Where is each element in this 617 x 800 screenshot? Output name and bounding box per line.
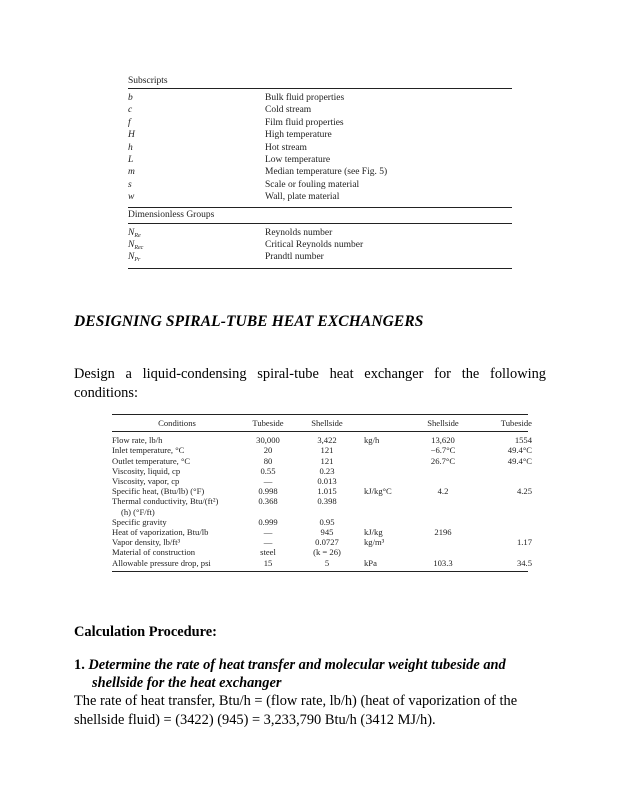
subscript-symbol: w xyxy=(128,192,135,203)
tubeside-value: 0.368 xyxy=(258,496,278,507)
group-symbol: $N_{Re}$ xyxy=(128,227,141,239)
table-bottom-rule xyxy=(112,571,528,572)
shellside-si-value xyxy=(410,537,476,547)
tubeside-value: 0.998 xyxy=(258,486,278,497)
tubeside-si-value xyxy=(476,547,532,557)
unit xyxy=(360,507,410,517)
tubeside-si-value: 1554 xyxy=(514,435,532,446)
header-tubeside: Tubeside xyxy=(252,418,284,428)
subscript-description: High temperature xyxy=(265,130,332,141)
condition-name: Thermal conductivity, Btu/(ft²) xyxy=(112,496,219,507)
header-units xyxy=(360,415,410,431)
subscript-row xyxy=(128,117,512,129)
subscript-description: Cold stream xyxy=(265,105,312,116)
tubeside-si-value: 1.17 xyxy=(516,537,532,548)
tubeside-value: steel xyxy=(260,547,276,558)
subscript-row xyxy=(128,166,512,178)
unit: kJ/kg°C xyxy=(364,486,392,497)
tubeside-value: 15 xyxy=(263,557,273,568)
tubeside-value: 0.55 xyxy=(260,465,276,476)
condition-name: Material of construction xyxy=(112,547,196,558)
header-shellside: Shellside xyxy=(311,418,343,428)
dimensionless-groups-list xyxy=(128,224,512,264)
dimensionless-groups-heading: Dimensionless Groups xyxy=(128,209,215,220)
condition-name: Vapor density, lb/ft³ xyxy=(112,537,181,548)
group-symbol: $N_{Rec}$ xyxy=(128,239,144,251)
table-row xyxy=(112,432,532,445)
shellside-value: 0.398 xyxy=(317,496,337,507)
unit: kPa xyxy=(364,557,377,568)
subscripts-heading: Subscripts xyxy=(128,76,168,86)
step-title-line-1: Determine the rate of heat transfer and molecular weight tubeside and xyxy=(88,657,506,673)
subscript-symbol: b xyxy=(128,93,133,103)
subscript-description: Scale or fouling material xyxy=(265,179,360,190)
subscript-description: Film fluid properties xyxy=(265,117,344,128)
header-conditions: Conditions xyxy=(158,418,196,428)
tubeside-si-value xyxy=(476,466,532,476)
unit: kJ/kg xyxy=(364,527,383,538)
condition-name: (h) (°F/ft) xyxy=(121,506,155,517)
subscript-symbol: H xyxy=(128,130,135,141)
shellside-value xyxy=(294,507,360,517)
calculation-heading: Calculation Procedure: xyxy=(74,624,217,640)
subscript-description: Low temperature xyxy=(265,154,331,165)
shellside-si-value: −6.7°C xyxy=(430,445,456,456)
table-row xyxy=(112,558,532,571)
group-description: Reynolds number xyxy=(265,227,333,238)
condition-name: Inlet temperature, °C xyxy=(112,445,185,456)
header-shellside-si: Shellside xyxy=(427,418,459,428)
shellside-si-value: 26.7°C xyxy=(430,455,456,466)
unit: kg/h xyxy=(364,435,380,446)
subscript-description: Wall, plate material xyxy=(265,192,340,203)
tubeside-value: 0.999 xyxy=(258,516,278,527)
tubeside-value: 30,000 xyxy=(256,435,280,446)
group-symbol: $N_{Pr}$ xyxy=(128,252,141,264)
tubeside-value: — xyxy=(263,476,273,487)
shellside-si-value: 4.2 xyxy=(437,486,449,497)
table-row xyxy=(112,496,532,506)
condition-name: Flow rate, lb/h xyxy=(112,435,163,446)
unit xyxy=(360,496,410,506)
shellside-si-value xyxy=(410,476,476,486)
table-row xyxy=(112,445,532,455)
table-row xyxy=(112,456,532,466)
subscript-description: Hot stream xyxy=(265,142,307,153)
section-title: DESIGNING SPIRAL-TUBE HEAT EXCHANGERS xyxy=(74,313,424,330)
step-title-line-2: shellside for the heat exchanger xyxy=(92,675,282,691)
group-row xyxy=(128,239,512,251)
shellside-value: 945 xyxy=(320,527,334,538)
conditions-table xyxy=(112,414,532,572)
shellside-value: 0.23 xyxy=(319,465,335,476)
subscript-row xyxy=(128,191,512,203)
step-1-body: The rate of heat transfer, Btu/h = (flow rate, lb/h) (heat of vaporization of the shellside fluid) = (3422) (945) = 3,233,790 Btu/h (3412 MJ/h). xyxy=(74,693,518,728)
condition-name: Specific gravity xyxy=(112,516,167,527)
table-row xyxy=(112,517,532,527)
group-description: Critical Reynolds number xyxy=(265,239,364,250)
intro-paragraph: Design a liquid-condensing spiral-tube heat exchanger for the following conditions: xyxy=(74,366,546,401)
shellside-si-value xyxy=(410,466,476,476)
subscript-row xyxy=(128,104,512,116)
tubeside-si-value xyxy=(476,507,532,517)
table-row xyxy=(112,486,532,496)
table-row xyxy=(112,476,532,486)
tubeside-si-value: 49.4°C xyxy=(507,445,532,456)
unit: kg/m³ xyxy=(364,537,385,548)
nomenclature-block xyxy=(128,76,512,269)
shellside-si-value: 13,620 xyxy=(431,435,455,446)
subscript-symbol: f xyxy=(128,117,131,128)
tubeside-si-value xyxy=(476,517,532,527)
table-header-row xyxy=(112,415,532,431)
shellside-value: 121 xyxy=(320,455,334,466)
unit xyxy=(360,466,410,476)
condition-name: Viscosity, vapor, cp xyxy=(112,476,180,487)
group-description: Prandtl number xyxy=(265,252,324,263)
tubeside-value: 20 xyxy=(263,445,273,456)
tubeside-si-value xyxy=(476,476,532,486)
condition-name: Allowable pressure drop, psi xyxy=(112,557,211,568)
unit xyxy=(360,547,410,557)
tubeside-value: 80 xyxy=(263,455,273,466)
subscript-row xyxy=(128,129,512,141)
shellside-si-value xyxy=(410,507,476,517)
tubeside-si-value: 4.25 xyxy=(516,486,532,497)
shellside-value: 0.0727 xyxy=(315,537,339,548)
shellside-value: 5 xyxy=(324,557,330,568)
subscript-description: Bulk fluid properties xyxy=(265,93,345,103)
group-row xyxy=(128,227,512,239)
shellside-si-value xyxy=(410,496,476,506)
condition-name: Viscosity, liquid, cp xyxy=(112,465,181,476)
subscript-description: Median temperature (see Fig. 5) xyxy=(265,167,388,178)
groups-divider xyxy=(128,207,512,208)
table-row xyxy=(112,507,532,517)
shellside-si-value: 2196 xyxy=(434,527,452,538)
shellside-value: (k = 26) xyxy=(313,547,341,558)
tubeside-si-value xyxy=(476,496,532,506)
subscript-row xyxy=(128,92,512,104)
subscript-symbol: c xyxy=(128,105,133,116)
subscript-row xyxy=(128,179,512,191)
tubeside-value xyxy=(242,507,294,517)
shellside-value: 0.95 xyxy=(319,516,335,527)
table-row xyxy=(112,537,532,547)
step-number: 1. xyxy=(74,657,85,673)
unit xyxy=(360,445,410,455)
tubeside-si-value: 49.4°C xyxy=(507,455,532,466)
shellside-value: 0.013 xyxy=(317,476,337,487)
unit xyxy=(360,476,410,486)
subscript-symbol: m xyxy=(128,167,135,178)
subscript-row xyxy=(128,142,512,154)
table-row xyxy=(112,527,532,537)
subscript-symbol: h xyxy=(128,142,133,153)
condition-name: Outlet temperature, °C xyxy=(112,455,191,466)
unit xyxy=(360,456,410,466)
tubeside-value: — xyxy=(263,537,273,548)
shellside-si-value xyxy=(410,517,476,527)
shellside-si-value: 103.3 xyxy=(433,557,453,568)
shellside-value: 3,422 xyxy=(317,435,337,446)
condition-name: Specific heat, (Btu/lb) (°F) xyxy=(112,486,205,497)
tubeside-si-value xyxy=(476,527,532,537)
subscript-symbol: s xyxy=(128,179,132,190)
condition-name: Heat of vaporization, Btu/lb xyxy=(112,527,209,538)
tubeside-value: — xyxy=(263,527,273,538)
header-tubeside-si: Tubeside xyxy=(500,418,532,428)
subscripts-list xyxy=(128,89,512,204)
table-row xyxy=(112,547,532,557)
subscript-row xyxy=(128,154,512,166)
shellside-si-value xyxy=(410,547,476,557)
subscript-symbol: L xyxy=(128,154,134,165)
step-1-heading xyxy=(74,656,548,692)
tubeside-si-value: 34.5 xyxy=(516,557,532,568)
groups-bottom-rule xyxy=(128,268,512,269)
shellside-value: 121 xyxy=(320,445,334,456)
table-row xyxy=(112,466,532,476)
table-body xyxy=(112,432,532,571)
shellside-value: 1.015 xyxy=(317,486,337,497)
unit xyxy=(360,517,410,527)
group-row xyxy=(128,251,512,263)
